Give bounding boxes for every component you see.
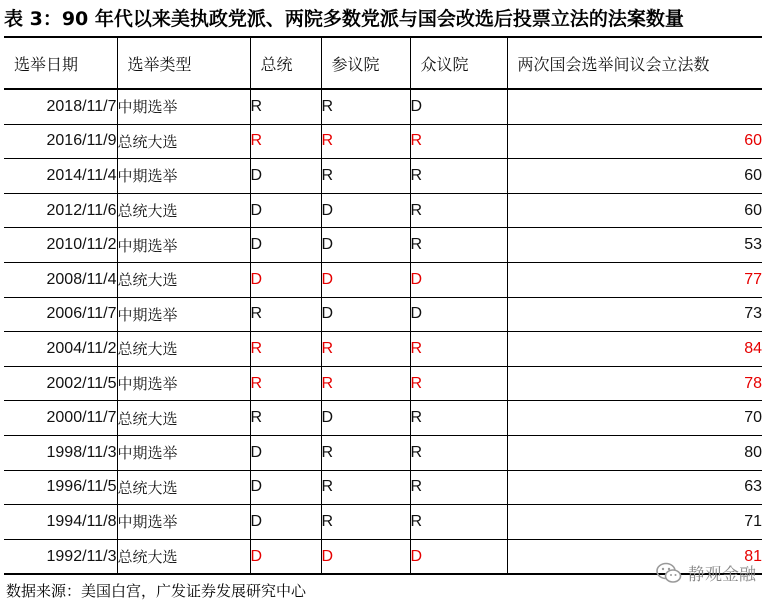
cell-senate: R: [321, 124, 410, 159]
cell-senate: D: [321, 297, 410, 332]
cell-senate: R: [321, 505, 410, 540]
cell-election-type: 总统大选: [117, 332, 250, 367]
table-row: [4, 262, 762, 297]
cell-president: D: [250, 539, 321, 574]
table-row: [4, 297, 762, 332]
cell-election-date: 2010/11/2: [4, 228, 117, 263]
cell-election-type: 中期选举: [117, 435, 250, 470]
header-house: 众议院: [410, 38, 507, 89]
cell-election-date: 2018/11/7: [4, 89, 117, 124]
cell-house: R: [410, 401, 507, 436]
cell-house: R: [410, 505, 507, 540]
table-row: [4, 401, 762, 436]
cell-senate: R: [321, 366, 410, 401]
header-election-type: 选举类型: [117, 38, 250, 89]
cell-house: R: [410, 193, 507, 228]
cell-president: R: [250, 332, 321, 367]
header-row: [4, 38, 762, 89]
cell-legislation-count: 78: [507, 366, 762, 401]
table-row: [4, 539, 762, 574]
cell-election-type: 总统大选: [117, 470, 250, 505]
cell-senate: D: [321, 539, 410, 574]
wechat-icon: [656, 562, 682, 584]
cell-election-type: 中期选举: [117, 89, 250, 124]
table-row: [4, 505, 762, 540]
source-note: 数据来源：美国白宫，广发证券发展研究中心: [6, 582, 307, 600]
cell-house: D: [410, 297, 507, 332]
cell-senate: D: [321, 228, 410, 263]
cell-president: R: [250, 124, 321, 159]
cell-senate: D: [321, 401, 410, 436]
cell-election-type: 总统大选: [117, 193, 250, 228]
cell-legislation-count: 60: [507, 159, 762, 194]
cell-house: R: [410, 124, 507, 159]
cell-president: R: [250, 366, 321, 401]
cell-president: D: [250, 470, 321, 505]
cell-election-date: 1994/11/8: [4, 505, 117, 540]
header-president: 总统: [250, 38, 321, 89]
cell-legislation-count: 60: [507, 193, 762, 228]
cell-house: R: [410, 332, 507, 367]
table-row: [4, 470, 762, 505]
table-row: [4, 193, 762, 228]
cell-president: R: [250, 401, 321, 436]
cell-house: D: [410, 539, 507, 574]
table-row: [4, 435, 762, 470]
cell-senate: D: [321, 262, 410, 297]
cell-president: D: [250, 193, 321, 228]
header-election-date: 选举日期: [4, 38, 117, 89]
cell-house: R: [410, 470, 507, 505]
cell-legislation-count: 73: [507, 297, 762, 332]
cell-election-type: 总统大选: [117, 539, 250, 574]
cell-legislation-count: 80: [507, 435, 762, 470]
header-senate: 参议院: [321, 38, 410, 89]
cell-president: R: [250, 89, 321, 124]
table-row: [4, 159, 762, 194]
cell-legislation-count: 77: [507, 262, 762, 297]
cell-election-type: 中期选举: [117, 366, 250, 401]
cell-legislation-count: 71: [507, 505, 762, 540]
cell-house: R: [410, 228, 507, 263]
table-row: [4, 332, 762, 367]
cell-election-type: 中期选举: [117, 297, 250, 332]
cell-election-date: 2016/11/9: [4, 124, 117, 159]
cell-election-date: 2006/11/7: [4, 297, 117, 332]
cell-election-type: 中期选举: [117, 505, 250, 540]
cell-legislation-count: 53: [507, 228, 762, 263]
cell-senate: R: [321, 159, 410, 194]
cell-election-date: 1998/11/3: [4, 435, 117, 470]
cell-house: D: [410, 262, 507, 297]
legislation-table: [4, 38, 762, 575]
cell-election-date: 2012/11/6: [4, 193, 117, 228]
cell-house: D: [410, 89, 507, 124]
cell-senate: R: [321, 332, 410, 367]
watermark-text: 静观金融: [688, 565, 756, 585]
cell-president: D: [250, 435, 321, 470]
table-row: [4, 228, 762, 263]
cell-senate: R: [321, 89, 410, 124]
cell-election-date: 2000/11/7: [4, 401, 117, 436]
cell-legislation-count: 84: [507, 332, 762, 367]
cell-election-date: 1996/11/5: [4, 470, 117, 505]
cell-senate: D: [321, 193, 410, 228]
cell-election-date: 1992/11/3: [4, 539, 117, 574]
cell-president: D: [250, 505, 321, 540]
cell-senate: R: [321, 435, 410, 470]
cell-legislation-count: 60: [507, 124, 762, 159]
cell-legislation-count: [507, 89, 762, 124]
cell-legislation-count: 70: [507, 401, 762, 436]
watermark: [656, 560, 756, 585]
cell-president: D: [250, 228, 321, 263]
cell-president: R: [250, 297, 321, 332]
table-row: [4, 89, 762, 124]
cell-election-date: 2008/11/4: [4, 262, 117, 297]
cell-house: R: [410, 159, 507, 194]
cell-election-type: 总统大选: [117, 401, 250, 436]
cell-president: D: [250, 262, 321, 297]
cell-house: R: [410, 435, 507, 470]
header-legislation-count: 两次国会选举间议会立法数: [507, 38, 762, 89]
cell-election-type: 中期选举: [117, 159, 250, 194]
table-row: [4, 124, 762, 159]
cell-election-date: 2002/11/5: [4, 366, 117, 401]
cell-senate: R: [321, 470, 410, 505]
table-title: 表 3：90 年代以来美执政党派、两院多数党派与国会改选后投票立法的法案数量: [4, 8, 684, 30]
cell-election-type: 中期选举: [117, 228, 250, 263]
cell-election-date: 2014/11/4: [4, 159, 117, 194]
cell-election-date: 2004/11/2: [4, 332, 117, 367]
cell-legislation-count: 81: [507, 539, 762, 574]
cell-election-type: 总统大选: [117, 124, 250, 159]
cell-president: D: [250, 159, 321, 194]
cell-house: R: [410, 366, 507, 401]
table-row: [4, 366, 762, 401]
cell-legislation-count: 63: [507, 470, 762, 505]
cell-election-type: 总统大选: [117, 262, 250, 297]
